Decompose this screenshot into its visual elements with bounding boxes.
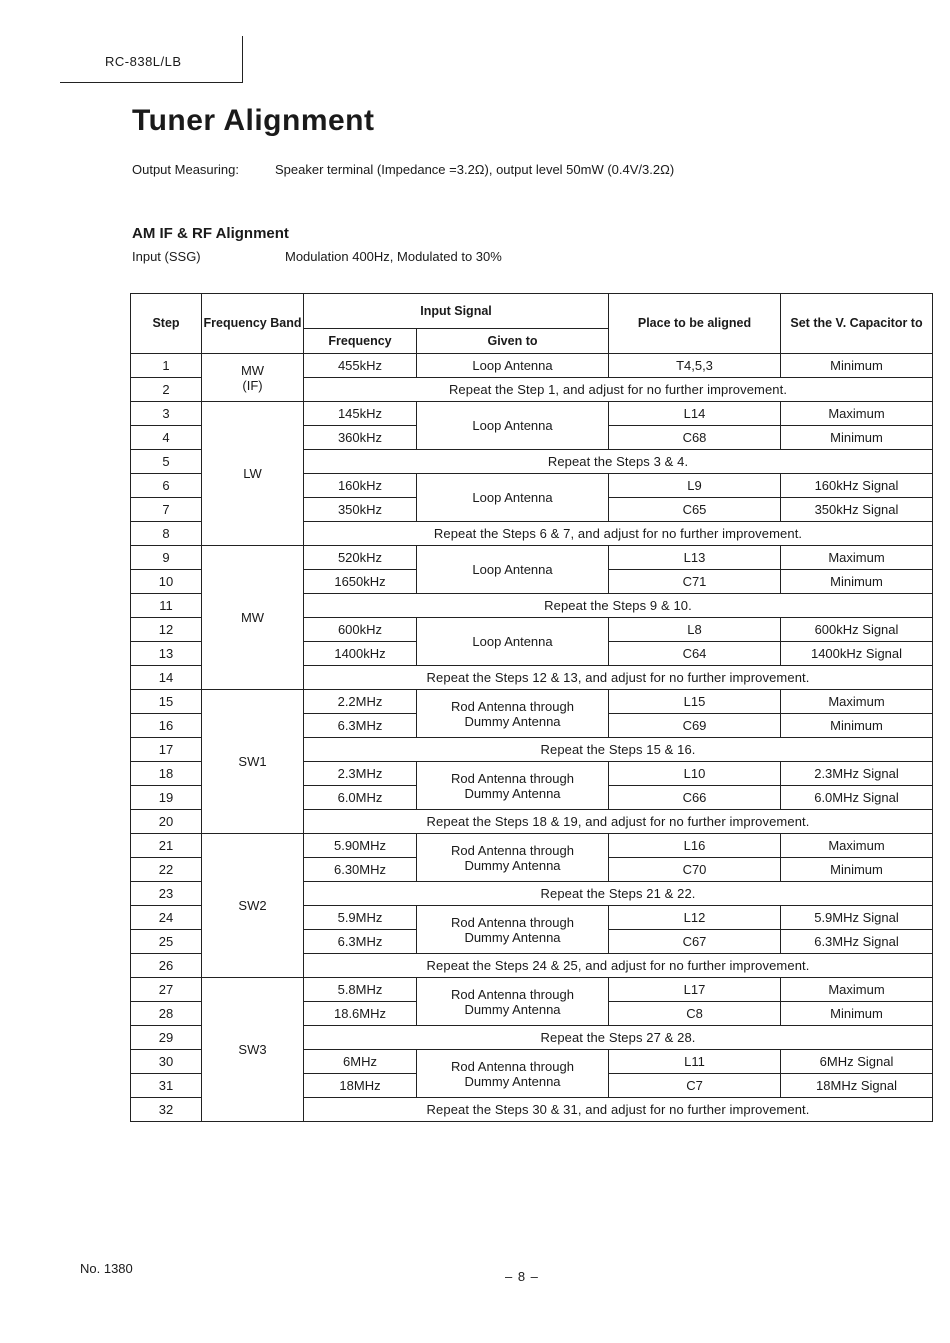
header-frequency-band: Frequency Band <box>202 294 304 354</box>
place-cell: L15 <box>609 690 781 714</box>
header-rule-vertical <box>242 36 243 83</box>
frequency-cell: 600kHz <box>304 618 417 642</box>
step-cell: 25 <box>131 930 202 954</box>
frequency-cell: 18MHz <box>304 1074 417 1098</box>
header-place-to-be-aligned: Place to be aligned <box>609 294 781 354</box>
set-capacitor-cell: Maximum <box>781 402 933 426</box>
set-capacitor-cell: 2.3MHz Signal <box>781 762 933 786</box>
table-row <box>131 546 933 570</box>
step-cell: 14 <box>131 666 202 690</box>
page-number: – 8 – <box>505 1269 539 1284</box>
place-cell: C8 <box>609 1002 781 1026</box>
set-capacitor-cell: Minimum <box>781 426 933 450</box>
frequency-cell: 160kHz <box>304 474 417 498</box>
step-cell: 31 <box>131 1074 202 1098</box>
set-capacitor-cell: Maximum <box>781 690 933 714</box>
frequency-cell: 2.2MHz <box>304 690 417 714</box>
set-capacitor-cell: 160kHz Signal <box>781 474 933 498</box>
frequency-cell: 455kHz <box>304 354 417 378</box>
step-cell: 27 <box>131 978 202 1002</box>
band-cell: SW3 <box>202 978 304 1122</box>
section-title: AM IF & RF Alignment <box>132 225 289 242</box>
input-ssg-label: Input (SSG) <box>132 249 201 264</box>
set-capacitor-cell: 18MHz Signal <box>781 1074 933 1098</box>
set-capacitor-cell: 6.0MHz Signal <box>781 786 933 810</box>
step-cell: 1 <box>131 354 202 378</box>
frequency-cell: 2.3MHz <box>304 762 417 786</box>
frequency-cell: 6.0MHz <box>304 786 417 810</box>
place-cell: C7 <box>609 1074 781 1098</box>
set-capacitor-cell: 6.3MHz Signal <box>781 930 933 954</box>
model-number: RC-838L/LB <box>105 54 182 69</box>
step-cell: 12 <box>131 618 202 642</box>
place-cell: L12 <box>609 906 781 930</box>
step-cell: 19 <box>131 786 202 810</box>
step-cell: 24 <box>131 906 202 930</box>
place-cell: C67 <box>609 930 781 954</box>
step-cell: 8 <box>131 522 202 546</box>
step-cell: 23 <box>131 882 202 906</box>
frequency-cell: 145kHz <box>304 402 417 426</box>
set-capacitor-cell: Minimum <box>781 354 933 378</box>
repeat-instruction-cell: Repeat the Steps 27 & 28. <box>304 1026 933 1050</box>
place-cell: L13 <box>609 546 781 570</box>
place-cell: C70 <box>609 858 781 882</box>
set-capacitor-cell: 6MHz Signal <box>781 1050 933 1074</box>
frequency-cell: 6.30MHz <box>304 858 417 882</box>
place-cell: L17 <box>609 978 781 1002</box>
given-to-cell: Rod Antenna through Dummy Antenna <box>417 906 609 954</box>
frequency-cell: 1400kHz <box>304 642 417 666</box>
output-measuring-label: Output Measuring: <box>132 162 239 177</box>
set-capacitor-cell: Minimum <box>781 714 933 738</box>
set-capacitor-cell: 350kHz Signal <box>781 498 933 522</box>
set-capacitor-cell: 5.9MHz Signal <box>781 906 933 930</box>
set-capacitor-cell: Maximum <box>781 546 933 570</box>
place-cell: C69 <box>609 714 781 738</box>
place-cell: C66 <box>609 786 781 810</box>
step-cell: 30 <box>131 1050 202 1074</box>
step-cell: 4 <box>131 426 202 450</box>
header-given-to: Given to <box>417 329 609 354</box>
given-to-cell: Rod Antenna through Dummy Antenna <box>417 1050 609 1098</box>
band-cell: MW <box>202 546 304 690</box>
repeat-instruction-cell: Repeat the Steps 9 & 10. <box>304 594 933 618</box>
frequency-cell: 1650kHz <box>304 570 417 594</box>
frequency-cell: 5.8MHz <box>304 978 417 1002</box>
set-capacitor-cell: Minimum <box>781 858 933 882</box>
step-cell: 18 <box>131 762 202 786</box>
step-cell: 15 <box>131 690 202 714</box>
table-header <box>131 294 933 354</box>
repeat-instruction-cell: Repeat the Step 1, and adjust for no further improvement. <box>304 378 933 402</box>
table-row <box>131 834 933 858</box>
repeat-instruction-cell: Repeat the Steps 6 & 7, and adjust for no further improvement. <box>304 522 933 546</box>
step-cell: 20 <box>131 810 202 834</box>
band-cell: SW2 <box>202 834 304 978</box>
step-cell: 9 <box>131 546 202 570</box>
step-cell: 21 <box>131 834 202 858</box>
frequency-cell: 5.9MHz <box>304 906 417 930</box>
table-row <box>131 978 933 1002</box>
step-cell: 2 <box>131 378 202 402</box>
set-capacitor-cell: Minimum <box>781 570 933 594</box>
place-cell: L16 <box>609 834 781 858</box>
set-capacitor-cell: 600kHz Signal <box>781 618 933 642</box>
step-cell: 16 <box>131 714 202 738</box>
step-cell: 13 <box>131 642 202 666</box>
step-cell: 32 <box>131 1098 202 1122</box>
given-to-cell: Loop Antenna <box>417 546 609 594</box>
set-capacitor-cell: 1400kHz Signal <box>781 642 933 666</box>
repeat-instruction-cell: Repeat the Steps 15 & 16. <box>304 738 933 762</box>
step-cell: 17 <box>131 738 202 762</box>
table-row <box>131 690 933 714</box>
given-to-cell: Loop Antenna <box>417 618 609 666</box>
step-cell: 11 <box>131 594 202 618</box>
step-cell: 29 <box>131 1026 202 1050</box>
set-capacitor-cell: Maximum <box>781 978 933 1002</box>
given-to-cell: Loop Antenna <box>417 354 609 378</box>
place-cell: C64 <box>609 642 781 666</box>
repeat-instruction-cell: Repeat the Steps 30 & 31, and adjust for no further improvement. <box>304 1098 933 1122</box>
repeat-instruction-cell: Repeat the Steps 24 & 25, and adjust for no further improvement. <box>304 954 933 978</box>
frequency-cell: 6.3MHz <box>304 930 417 954</box>
given-to-cell: Rod Antenna through Dummy Antenna <box>417 690 609 738</box>
place-cell: T4,5,3 <box>609 354 781 378</box>
given-to-cell: Rod Antenna through Dummy Antenna <box>417 978 609 1026</box>
frequency-cell: 18.6MHz <box>304 1002 417 1026</box>
place-cell: L9 <box>609 474 781 498</box>
frequency-cell: 360kHz <box>304 426 417 450</box>
place-cell: L8 <box>609 618 781 642</box>
output-measuring-value: Speaker terminal (Impedance =3.2Ω), output level 50mW (0.4V/3.2Ω) <box>275 162 675 177</box>
set-capacitor-cell: Maximum <box>781 834 933 858</box>
table-row <box>131 354 933 378</box>
header-rule-horizontal <box>60 82 243 83</box>
given-to-cell: Loop Antenna <box>417 474 609 522</box>
frequency-cell: 6MHz <box>304 1050 417 1074</box>
repeat-instruction-cell: Repeat the Steps 3 & 4. <box>304 450 933 474</box>
frequency-cell: 520kHz <box>304 546 417 570</box>
step-cell: 28 <box>131 1002 202 1026</box>
given-to-cell: Rod Antenna through Dummy Antenna <box>417 834 609 882</box>
repeat-instruction-cell: Repeat the Steps 12 & 13, and adjust for no further improvement. <box>304 666 933 690</box>
set-capacitor-cell: Minimum <box>781 1002 933 1026</box>
header-step: Step <box>131 294 202 354</box>
header-input-signal: Input Signal <box>304 294 609 329</box>
place-cell: L11 <box>609 1050 781 1074</box>
place-cell: L10 <box>609 762 781 786</box>
step-cell: 22 <box>131 858 202 882</box>
place-cell: C65 <box>609 498 781 522</box>
given-to-cell: Rod Antenna through Dummy Antenna <box>417 762 609 810</box>
step-cell: 10 <box>131 570 202 594</box>
place-cell: L14 <box>609 402 781 426</box>
document-number: No. 1380 <box>80 1261 133 1276</box>
step-cell: 3 <box>131 402 202 426</box>
page-title: Tuner Alignment <box>132 104 375 137</box>
band-cell: SW1 <box>202 690 304 834</box>
repeat-instruction-cell: Repeat the Steps 18 & 19, and adjust for no further improvement. <box>304 810 933 834</box>
frequency-cell: 5.90MHz <box>304 834 417 858</box>
header-frequency: Frequency <box>304 329 417 354</box>
table-row <box>131 402 933 426</box>
step-cell: 5 <box>131 450 202 474</box>
frequency-cell: 350kHz <box>304 498 417 522</box>
repeat-instruction-cell: Repeat the Steps 21 & 22. <box>304 882 933 906</box>
input-ssg-value: Modulation 400Hz, Modulated to 30% <box>285 249 502 264</box>
table-body <box>131 354 933 1122</box>
frequency-cell: 6.3MHz <box>304 714 417 738</box>
alignment-table <box>130 293 933 1122</box>
place-cell: C71 <box>609 570 781 594</box>
step-cell: 6 <box>131 474 202 498</box>
place-cell: C68 <box>609 426 781 450</box>
step-cell: 7 <box>131 498 202 522</box>
header-set-capacitor: Set the V. Capacitor to <box>781 294 933 354</box>
step-cell: 26 <box>131 954 202 978</box>
band-cell: LW <box>202 402 304 546</box>
given-to-cell: Loop Antenna <box>417 402 609 450</box>
band-cell: MW (IF) <box>202 354 304 402</box>
